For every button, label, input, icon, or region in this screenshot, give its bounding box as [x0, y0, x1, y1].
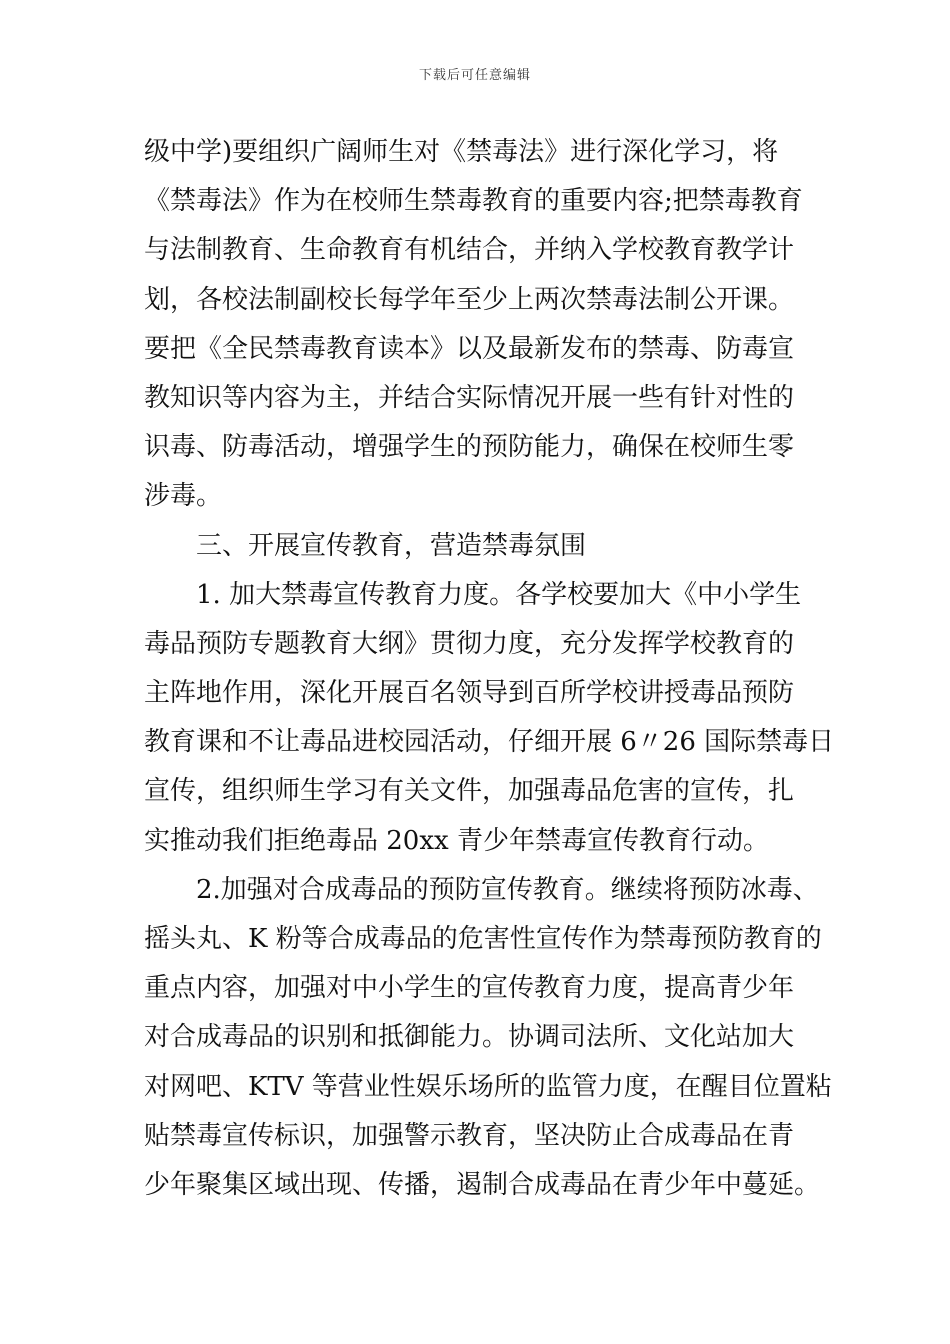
text-line: 涉毒。 — [144, 481, 223, 512]
text-line: 级中学)要组织广阔师生对《禁毒法》进行深化学习，将 — [144, 137, 779, 167]
text-line: 重点内容，加强对中小学生的宣传教育力度，提高青少年 — [144, 973, 795, 1004]
text-line: 与法制教育、生命教育有机结合，并纳入学校教育教学计 — [144, 235, 795, 266]
text-line: 教育课和不让毒品进校园活动，仔细开展 6〃26 国际禁毒日 — [144, 727, 835, 758]
text-line: 对网吧、KTV 等营业性娱乐场所的监管力度，在醒目位置粘 — [144, 1071, 832, 1102]
section-heading: 三、开展宣传教育，营造禁毒氛围 — [196, 530, 587, 561]
text-line: 1. 加大禁毒宣传教育力度。各学校要加大《中小学生 — [196, 579, 802, 610]
text-line: 对合成毒品的识别和抵御能力。协调司法所、文化站加大 — [144, 1022, 795, 1053]
body-text — [144, 128, 835, 1210]
text-line: 宣传，组织师生学习有关文件，加强毒品危害的宣传，扎 — [144, 776, 795, 807]
text-line: 识毒、防毒活动，增强学生的预防能力，确保在校师生零 — [144, 432, 795, 463]
text-line: 教知识等内容为主，并结合实际情况开展一些有针对性的 — [144, 382, 795, 413]
header-note: 下载后可任意编辑 — [418, 68, 531, 83]
text-line: 主阵地作用，深化开展百名领导到百所学校讲授毒品预防 — [144, 678, 795, 709]
text-line: 实推动我们拒绝毒品 20xx 青少年禁毒宣传教育行动。 — [144, 825, 769, 856]
text-line: 《禁毒法》作为在校师生禁毒教育的重要内容;把禁毒教育 — [144, 186, 803, 217]
text-line: 摇头丸、K 粉等合成毒品的危害性宣传作为禁毒预防教育的 — [144, 924, 822, 954]
text-line: 2.加强对合成毒品的预防宣传教育。继续将预防冰毒、 — [196, 874, 819, 905]
text-line: 要把《全民禁毒教育读本》以及最新发布的禁毒、防毒宣 — [144, 333, 795, 364]
text-line: 少年聚集区域出现、传播，遏制合成毒品在青少年中蔓延。 — [144, 1169, 821, 1200]
text-line: 划，各校法制副校长每学年至少上两次禁毒法制公开课。 — [144, 284, 795, 315]
text-line: 贴禁毒宣传标识，加强警示教育，坚决防止合成毒品在青 — [144, 1120, 795, 1151]
text-line: 毒品预防专题教育大纲》贯彻力度，充分发挥学校教育的 — [144, 628, 795, 659]
